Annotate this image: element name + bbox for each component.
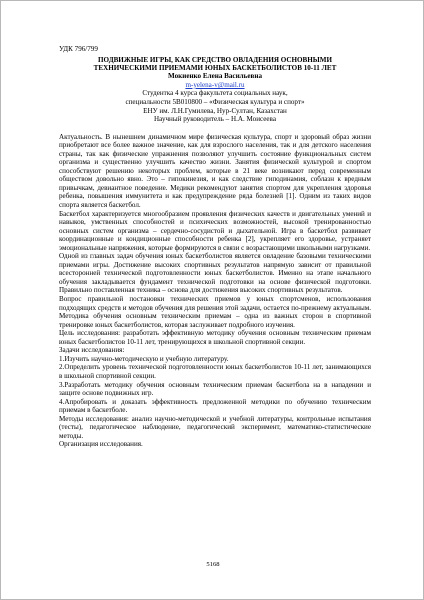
task-item-2: 2.Определить уровень технической подготовленности юных баскетболистов 10-11 лет, занимающихся в школьной спортивной секции. (59, 363, 371, 380)
task-item-4: 4.Апробировать и доказать эффективность предложенной методики по обучению техническим приемам в баскетболе. (59, 397, 371, 415)
task-item-3: 3.Разработать методику обучения основным техническим приемам баскетбола на в нападении и защите основе подвижных игр. (59, 380, 371, 398)
paragraph-research-methods: Методы исследования: анализ научно-методической и учебной литературы, контрольные испытания (тесты), педагогическое наблюдение, педагогический эксперимент, математико-статистические методы. (59, 414, 371, 440)
author-name: Мокиенко Елена Васильевна (168, 72, 262, 81)
author-email-link[interactable]: m-yelena-v@mail.ru (185, 80, 245, 89)
article-title-line-2: ТЕХНИЧЕСКИМИ ПРИЕМАМИ ЮНЫХ БАСКЕТБОЛИСТОВ 10-11 ЛЕТ (93, 63, 337, 72)
spacer (59, 124, 371, 133)
article-title-line-1: ПОДВИЖНЫЕ ИГРЫ, КАК СРЕДСТВО ОВЛАДЕНИЯ ОСНОВНЫМИ (98, 55, 332, 64)
supervisor-line: Научный руководитель – Н.А. Моисеева (154, 115, 276, 124)
article-body (59, 45, 371, 449)
affiliation-line-2: специальности 5В010800 – «Физическая культура и спорт» (125, 98, 305, 106)
paragraph-research-organization: Организация исследования. (59, 440, 143, 449)
paragraph-relevance: Актуальность. В нынешнем динамичном мире физическая культура, спорт и здоровый образ жизни приобретают все более важное значение, как для взрослого населения, так и для детского населения страны, так как физические упражнения позволяют улучшить состояние функциональных систем организма и существенно улучшить качество жизни. Занятия физической культурой и спортом способствуют решению некоторых проблем, которые в 21 веке возникают перед современным обществом довольно явно. Это – гипокинезия, и как следствие гиподинамия, соблазн к вредным привычкам, девиантное поведение. Медики рекомендуют занятия спортом для укрепления здоровья ребенка, повышения иммунитета и как предупреждение ряда болезней [1]. Одним из таких видов спорта является баскетбол. (59, 132, 371, 210)
paragraph-basketball: Баскетбол характеризуется многообразием проявления физических качеств и двигательных умений и навыков, умственных способностей и психических возможностей, высокой тренированностью основных систем организма – сердечно-сосудистой и дыхательной. Игра в баскетбол развивает координационные и кондиционные способности ребенка [2], укрепляет его здоровье, устраняет эмоциональные напряжения, которые формируются в связи с возрастающими школьными нагрузками. (59, 209, 371, 252)
paragraph-tasks-heading: Задачи исследования: (59, 346, 125, 355)
udc-code: УДК 796/799 (59, 45, 98, 53)
affiliation-line-3: ЕНУ им. Л.Н.Гумилева, Нур-Султан, Казахстан (143, 106, 287, 115)
paragraph-goal: Цель исследования: разработать эффективную методику обучения основным техническим приемам юных баскетболистов 10-11 лет, тренирующихся в школьной спортивной секции. (59, 329, 371, 346)
paragraph-technique: Одной из главных задач обучения юных баскетболистов является овладение базовыми техническими приемами игры. Достижение высоких спортивных результатов напрямую зависит от правильной всесторонней технической подготовленности юных баскетболистов. Именно на этапе начального обучения закладывается фундамент технической подготовки на основе физической подготовки. Правильно поставленная техника – основа для достижения высоких спортивных результатов. (59, 252, 371, 295)
paragraph-methods-question: Вопрос правильной постановки технических приемов у юных спортсменов, использования подходящих средств и методов обучения для решения этой задачи, остается по-прежнему актуальным. Методика обучения основным техническим приемам – одна из важных сторон в спортивной тренировке юных баскетболистов, которая заслуживает подробного изучения. (59, 295, 371, 329)
task-item-1: 1.Изучить научно-методическую и учебную литературу. (59, 354, 229, 363)
page-number: 5168 (206, 561, 220, 568)
affiliation-line-1: Студентка 4 курса факультета социальных наук, (142, 89, 288, 98)
